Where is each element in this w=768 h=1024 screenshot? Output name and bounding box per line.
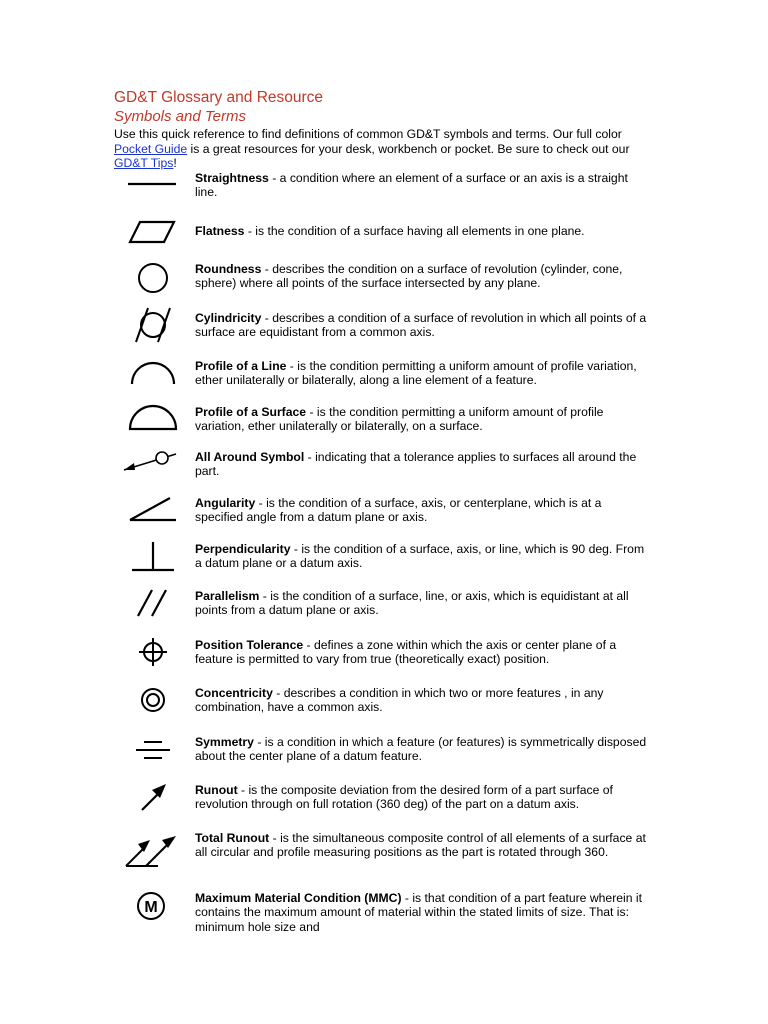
symmetry-icon bbox=[118, 730, 188, 774]
glossary-definition bbox=[195, 589, 650, 618]
glossary-text: - describes a condition of a surface of revolution in which all points of a surface are equidistant from a common axis. bbox=[195, 311, 647, 340]
glossary-definition bbox=[195, 359, 650, 388]
glossary-term: Profile of a Surface bbox=[195, 405, 307, 419]
glossary-term: Profile of a Line bbox=[195, 359, 287, 373]
parallelism-icon bbox=[118, 584, 188, 628]
glossary-text: - is the condition permitting a uniform amount of profile variation, ether unilaterally or bilaterally, along a line element of a feature. bbox=[195, 359, 637, 388]
glossary-term: Straightness bbox=[195, 171, 269, 185]
glossary-text: - is the condition permitting a uniform amount of profile variation, ether unilaterally or bilaterally, on a surface. bbox=[195, 405, 604, 434]
glossary-term: Position Tolerance bbox=[195, 638, 304, 652]
flatness-icon bbox=[118, 214, 188, 258]
glossary-term: Cylindricity bbox=[195, 311, 262, 325]
glossary-definition bbox=[195, 891, 650, 934]
glossary-text: - is the simultaneous composite control of all elements of a surface at all circular and profile measuring positions as the part is rotated through 360. bbox=[195, 831, 646, 860]
profile-of-a-surface-icon bbox=[118, 399, 188, 443]
glossary-term: Perpendicularity bbox=[195, 542, 291, 556]
glossary-definition bbox=[195, 311, 650, 340]
profile-of-a-line-icon bbox=[118, 354, 188, 398]
angularity-icon bbox=[118, 490, 188, 534]
mmc-icon bbox=[118, 886, 188, 930]
intro-text-3: ! bbox=[173, 156, 177, 171]
glossary-definition bbox=[195, 496, 650, 525]
glossary-text: - is the condition of a surface, axis, or line, which is 90 deg. From a datum plane or a datum axis. bbox=[195, 542, 645, 571]
glossary-definition bbox=[195, 831, 650, 860]
glossary-definition bbox=[195, 542, 650, 571]
glossary-text: - describes the condition on a surface of revolution (cylinder, cone, sphere) where all points of the surface intersected by any plane. bbox=[195, 262, 623, 291]
concentricity-icon bbox=[118, 680, 188, 724]
glossary-text: - is the condition of a surface having all elements in one plane. bbox=[244, 224, 585, 238]
glossary-text: - is that condition of a part feature wherein it contains the maximum amount of material within the stated limits of size. That is: minimum hole size and bbox=[195, 891, 643, 934]
roundness-icon bbox=[118, 258, 188, 302]
intro-paragraph bbox=[114, 127, 659, 171]
glossary-definition bbox=[195, 783, 650, 812]
glossary-definition bbox=[195, 224, 650, 238]
glossary-term: Total Runout bbox=[195, 831, 270, 845]
glossary-definition bbox=[195, 686, 650, 715]
glossary-text: - is a condition in which a feature (or features) is symmetrically disposed about the center plane of a datum feature. bbox=[195, 735, 647, 764]
straightness-icon bbox=[118, 168, 188, 212]
all-around-icon bbox=[118, 444, 188, 488]
cylindricity-icon bbox=[118, 304, 188, 348]
glossary-text: - is the condition of a surface, line, or axis, which is equidistant at all points from a datum plane or axis. bbox=[195, 589, 629, 618]
pocket-guide-link[interactable]: Pocket Guide bbox=[114, 141, 188, 156]
glossary-definition bbox=[195, 171, 650, 200]
glossary-term: Symmetry bbox=[195, 735, 254, 749]
runout-icon bbox=[118, 778, 188, 822]
glossary-definition bbox=[195, 262, 650, 291]
glossary-text: - describes a condition in which two or more features , in any combination, have a common axis. bbox=[195, 686, 604, 715]
total-runout-icon bbox=[118, 826, 188, 870]
glossary-term: Roundness bbox=[195, 262, 262, 276]
glossary-term: Angularity bbox=[195, 496, 256, 510]
perpendicularity-icon bbox=[118, 536, 188, 580]
glossary-text: - indicating that a tolerance applies to surfaces all around the part. bbox=[195, 450, 637, 479]
glossary-term: Concentricity bbox=[195, 686, 273, 700]
position-icon bbox=[118, 632, 188, 676]
intro-text-1: Use this quick reference to find definitions of common GD&T symbols and terms. Our full color bbox=[114, 127, 622, 141]
glossary-definition bbox=[195, 735, 650, 764]
svg-text:M: M bbox=[144, 899, 158, 916]
glossary-text: - is the composite deviation from the desired form of a part surface of revolution through on full rotation (360 deg) of the part on a datum axis. bbox=[195, 783, 613, 812]
glossary-text: - defines a zone within which the axis or center plane of a feature is permitted to vary from true (theoretically exact) position. bbox=[195, 638, 617, 667]
glossary-term: Maximum Material Condition (MMC) bbox=[195, 891, 402, 905]
intro-text-2: is a great resources for your desk, workbench or pocket. Be sure to check out our bbox=[187, 141, 630, 156]
gdt-tips-link[interactable]: GD&T Tips bbox=[114, 156, 174, 171]
glossary-text: - a condition where an element of a surface or an axis is a straight line. bbox=[195, 171, 628, 200]
glossary-definition bbox=[195, 405, 650, 434]
glossary-definition bbox=[195, 638, 650, 667]
glossary-term: All Around Symbol bbox=[195, 450, 305, 464]
glossary-term: Flatness bbox=[195, 224, 245, 238]
page-title: GD&T Glossary and Resource bbox=[114, 89, 324, 106]
glossary-definition bbox=[195, 450, 650, 479]
glossary-term: Parallelism bbox=[195, 589, 260, 603]
glossary-text: - is the condition of a surface, axis, or centerplane, which is at a specified angle from a datum plane or axis. bbox=[195, 496, 602, 525]
glossary-term: Runout bbox=[195, 783, 238, 797]
page-subtitle: Symbols and Terms bbox=[114, 108, 246, 125]
